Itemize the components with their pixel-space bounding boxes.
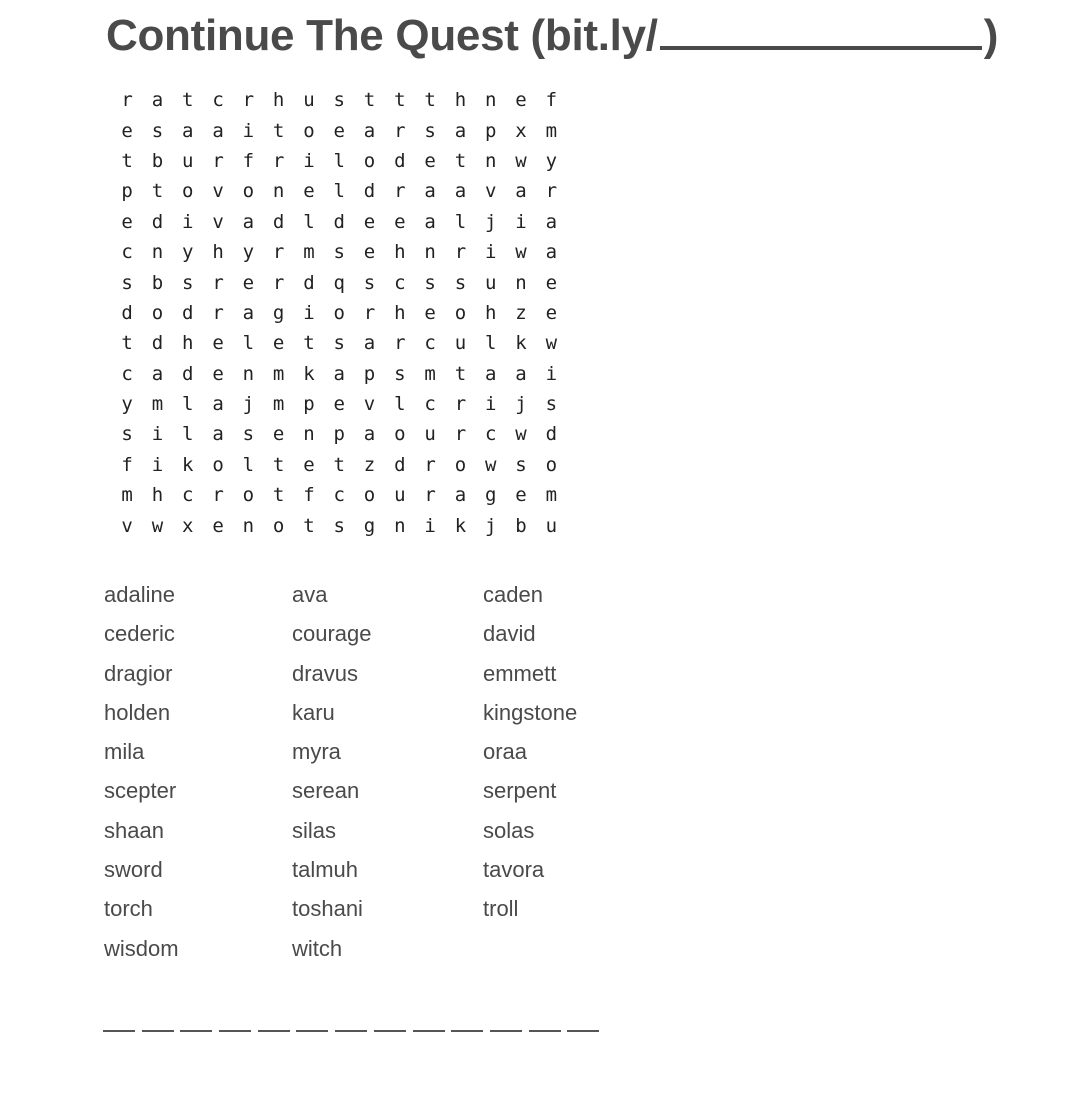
grid-letter[interactable]: t	[182, 89, 194, 112]
grid-letter[interactable]: a	[363, 332, 376, 355]
grid-letter[interactable]: i	[484, 241, 497, 264]
grid-letter[interactable]: p	[303, 393, 315, 416]
grid-letter[interactable]: a	[454, 180, 467, 203]
answer-blank[interactable]	[490, 1030, 522, 1032]
grid-letter[interactable]: i	[303, 149, 315, 172]
grid-letter[interactable]: a	[363, 119, 376, 142]
grid-letter[interactable]: e	[363, 210, 376, 233]
answer-blank[interactable]	[219, 1030, 251, 1032]
grid-letter[interactable]: s	[182, 271, 194, 294]
grid-letter[interactable]: p	[484, 119, 497, 142]
word-list	[104, 582, 683, 975]
grid-letter[interactable]: t	[151, 180, 164, 203]
answer-blank[interactable]	[296, 1030, 328, 1032]
grid-letter[interactable]: d	[182, 362, 194, 385]
grid-letter[interactable]: t	[272, 119, 285, 142]
grid-letter[interactable]: r	[212, 149, 224, 172]
url-blank	[660, 10, 982, 50]
grid-letter[interactable]: v	[212, 180, 224, 203]
grid-letter[interactable]: o	[454, 301, 467, 324]
grid-letter[interactable]: o	[182, 180, 194, 203]
grid-row	[112, 176, 566, 206]
grid-letter[interactable]: e	[121, 119, 133, 142]
grid-letter[interactable]: a	[363, 423, 376, 446]
word-list-item: karu	[292, 699, 335, 725]
grid-letter[interactable]: y	[545, 149, 558, 172]
grid-letter[interactable]: r	[454, 393, 467, 416]
word-list-item: serpent	[483, 778, 557, 804]
grid-letter[interactable]: o	[303, 119, 315, 142]
grid-letter[interactable]: h	[182, 332, 194, 355]
grid-letter[interactable]: x	[515, 119, 527, 142]
word-search-grid	[112, 85, 566, 541]
grid-letter[interactable]: u	[394, 484, 406, 507]
word-list-item: david	[483, 621, 536, 647]
word-list-item: silas	[292, 817, 337, 843]
grid-letter[interactable]: m	[151, 393, 164, 416]
grid-letter[interactable]: n	[484, 149, 497, 172]
grid-letter[interactable]: l	[333, 180, 345, 203]
word-list-item: cederic	[104, 621, 175, 647]
grid-letter[interactable]: t	[121, 149, 133, 172]
grid-letter[interactable]: f	[121, 453, 133, 476]
grid-letter[interactable]: h	[454, 89, 467, 112]
grid-letter[interactable]: s	[242, 423, 255, 446]
grid-letter[interactable]: n	[151, 241, 164, 264]
grid-letter[interactable]: n	[424, 241, 436, 264]
grid-letter[interactable]: a	[212, 119, 224, 142]
word-list-item: scepter	[104, 778, 177, 804]
grid-letter[interactable]: k	[454, 514, 467, 537]
grid-letter[interactable]: t	[424, 89, 436, 112]
grid-letter[interactable]: i	[484, 393, 497, 416]
grid-letter[interactable]: r	[363, 301, 376, 324]
grid-letter[interactable]: s	[545, 393, 558, 416]
grid-letter[interactable]: a	[545, 210, 558, 233]
grid-letter[interactable]: e	[333, 119, 345, 142]
grid-letter[interactable]: t	[121, 332, 133, 355]
grid-letter[interactable]: e	[303, 180, 315, 203]
grid-letter[interactable]: s	[333, 514, 345, 537]
grid-letter[interactable]: e	[212, 332, 224, 355]
grid-letter[interactable]: e	[121, 210, 133, 233]
grid-row	[112, 267, 566, 297]
grid-letter[interactable]: p	[333, 423, 345, 446]
grid-letter[interactable]: s	[151, 119, 164, 142]
grid-letter[interactable]: y	[242, 241, 255, 264]
word-list-item: dragior	[104, 660, 173, 686]
grid-letter[interactable]: r	[272, 149, 285, 172]
grid-letter[interactable]: p	[363, 362, 376, 385]
grid-letter[interactable]: o	[363, 484, 376, 507]
grid-row	[112, 419, 566, 449]
grid-letter[interactable]: o	[333, 301, 345, 324]
grid-letter[interactable]: l	[303, 210, 315, 233]
grid-letter[interactable]: o	[212, 453, 224, 476]
grid-letter[interactable]: d	[545, 423, 558, 446]
grid-row	[112, 146, 566, 176]
word-list-item: emmett	[483, 660, 557, 686]
grid-letter[interactable]: r	[454, 423, 467, 446]
grid-letter[interactable]: m	[424, 362, 436, 385]
grid-letter[interactable]: c	[212, 89, 224, 112]
answer-blanks	[103, 1030, 606, 1032]
grid-letter[interactable]: s	[424, 119, 436, 142]
grid-letter[interactable]: e	[515, 484, 527, 507]
word-list-item: wisdom	[104, 935, 179, 961]
grid-letter[interactable]: j	[484, 210, 497, 233]
grid-letter[interactable]: o	[151, 301, 164, 324]
grid-letter[interactable]: o	[545, 453, 558, 476]
answer-blank[interactable]	[103, 1030, 135, 1032]
grid-letter[interactable]: e	[545, 271, 558, 294]
grid-letter[interactable]: s	[121, 271, 133, 294]
grid-letter[interactable]: f	[545, 89, 558, 112]
grid-letter[interactable]: o	[242, 484, 255, 507]
grid-letter[interactable]: m	[272, 393, 285, 416]
grid-letter[interactable]: h	[272, 89, 285, 112]
grid-letter[interactable]: r	[424, 484, 436, 507]
grid-letter[interactable]: s	[424, 271, 436, 294]
grid-letter[interactable]: i	[151, 453, 164, 476]
title-suffix: )	[983, 11, 999, 60]
grid-letter[interactable]: c	[424, 393, 436, 416]
grid-letter[interactable]: c	[484, 423, 497, 446]
grid-letter[interactable]: e	[242, 271, 255, 294]
grid-letter[interactable]: e	[272, 423, 285, 446]
grid-row	[112, 510, 566, 540]
grid-letter[interactable]: t	[333, 453, 345, 476]
grid-letter[interactable]: f	[303, 484, 315, 507]
word-list-item: torch	[104, 896, 153, 922]
answer-blank[interactable]	[335, 1030, 367, 1032]
grid-letter[interactable]: a	[424, 210, 436, 233]
grid-letter[interactable]: l	[333, 149, 345, 172]
answer-blank[interactable]	[142, 1030, 174, 1032]
grid-row	[112, 480, 566, 510]
answer-blank[interactable]	[258, 1030, 290, 1032]
word-list-item: sword	[104, 857, 163, 883]
grid-letter[interactable]: r	[212, 271, 224, 294]
grid-letter[interactable]: a	[151, 362, 164, 385]
grid-letter[interactable]: k	[515, 332, 527, 355]
grid-letter[interactable]: g	[363, 514, 376, 537]
grid-letter[interactable]: l	[182, 393, 194, 416]
grid-letter[interactable]: n	[484, 89, 497, 112]
grid-letter[interactable]: a	[454, 484, 467, 507]
grid-letter[interactable]: t	[363, 89, 376, 112]
grid-letter[interactable]: e	[303, 453, 315, 476]
grid-letter[interactable]: l	[454, 210, 467, 233]
grid-letter[interactable]: e	[394, 210, 406, 233]
grid-letter[interactable]: m	[121, 484, 133, 507]
grid-letter[interactable]: a	[242, 210, 255, 233]
grid-row	[112, 328, 566, 358]
grid-letter[interactable]: s	[333, 332, 345, 355]
grid-letter[interactable]: m	[545, 119, 558, 142]
answer-blank[interactable]	[374, 1030, 406, 1032]
grid-letter[interactable]: r	[394, 119, 406, 142]
grid-letter[interactable]: r	[394, 180, 406, 203]
grid-letter[interactable]: c	[424, 332, 436, 355]
grid-letter[interactable]: u	[454, 332, 467, 355]
grid-letter[interactable]: a	[242, 301, 255, 324]
grid-letter[interactable]: k	[182, 453, 194, 476]
word-list-item: myra	[292, 739, 341, 765]
grid-letter[interactable]: a	[424, 180, 436, 203]
grid-row	[112, 450, 566, 480]
grid-row	[112, 207, 566, 237]
grid-letter[interactable]: x	[182, 514, 194, 537]
grid-letter[interactable]: v	[484, 180, 497, 203]
grid-letter[interactable]: r	[424, 453, 436, 476]
answer-blank[interactable]	[529, 1030, 561, 1032]
grid-letter[interactable]: a	[454, 119, 467, 142]
grid-letter[interactable]: s	[121, 423, 133, 446]
grid-letter[interactable]: u	[424, 423, 436, 446]
answer-blank[interactable]	[413, 1030, 445, 1032]
grid-letter[interactable]: t	[454, 149, 467, 172]
word-list-item: toshani	[292, 896, 363, 922]
word-list-item: troll	[483, 896, 519, 922]
grid-letter[interactable]: c	[121, 241, 133, 264]
grid-letter[interactable]: v	[121, 514, 133, 537]
grid-letter[interactable]: l	[242, 332, 255, 355]
grid-letter[interactable]: r	[394, 332, 406, 355]
word-list-item: caden	[483, 582, 543, 607]
grid-letter[interactable]: b	[151, 149, 164, 172]
grid-letter[interactable]: t	[394, 89, 406, 112]
grid-letter[interactable]: a	[182, 119, 194, 142]
word-list-item: holden	[104, 699, 171, 725]
grid-letter[interactable]: h	[484, 301, 497, 324]
grid-letter[interactable]: a	[212, 423, 224, 446]
grid-letter[interactable]: h	[394, 241, 406, 264]
grid-letter[interactable]: d	[303, 271, 315, 294]
grid-letter[interactable]: w	[515, 241, 527, 264]
answer-blank[interactable]	[180, 1030, 212, 1032]
grid-letter[interactable]: g	[272, 301, 285, 324]
word-list-item: shaan	[104, 817, 164, 843]
word-list-item: adaline	[104, 582, 175, 607]
grid-letter[interactable]: y	[121, 393, 133, 416]
grid-letter[interactable]: a	[515, 180, 527, 203]
grid-letter[interactable]: t	[272, 484, 285, 507]
grid-letter[interactable]: k	[303, 362, 315, 385]
grid-letter[interactable]: l	[394, 393, 406, 416]
grid-letter[interactable]: p	[121, 180, 133, 203]
grid-letter[interactable]: m	[545, 484, 558, 507]
grid-letter[interactable]: l	[242, 453, 255, 476]
grid-letter[interactable]: t	[454, 362, 467, 385]
grid-letter[interactable]: t	[303, 332, 315, 355]
grid-letter[interactable]: r	[212, 484, 224, 507]
grid-letter[interactable]: m	[303, 241, 315, 264]
grid-letter[interactable]: w	[515, 149, 527, 172]
grid-letter[interactable]: j	[242, 393, 255, 416]
answer-blank[interactable]	[567, 1030, 599, 1032]
grid-letter[interactable]: i	[151, 423, 164, 446]
grid-letter[interactable]: a	[151, 89, 164, 112]
word-list-item: talmuh	[292, 857, 359, 883]
grid-letter[interactable]: n	[515, 271, 527, 294]
answer-blank[interactable]	[451, 1030, 483, 1032]
grid-letter[interactable]: c	[333, 484, 345, 507]
grid-letter[interactable]: n	[303, 423, 315, 446]
grid-letter[interactable]: d	[121, 301, 133, 324]
grid-letter[interactable]: a	[333, 362, 345, 385]
grid-letter[interactable]: s	[363, 271, 376, 294]
grid-letter[interactable]: i	[545, 362, 558, 385]
grid-letter[interactable]: q	[333, 271, 345, 294]
grid-letter[interactable]: n	[272, 180, 285, 203]
grid-letter[interactable]: e	[515, 89, 527, 112]
grid-letter[interactable]: s	[515, 453, 527, 476]
grid-letter[interactable]: w	[484, 453, 497, 476]
grid-letter[interactable]: t	[272, 453, 285, 476]
grid-letter[interactable]: s	[333, 89, 345, 112]
grid-letter[interactable]: o	[242, 180, 255, 203]
grid-letter[interactable]: l	[182, 423, 194, 446]
grid-letter[interactable]: i	[303, 301, 315, 324]
grid-letter[interactable]: n	[242, 362, 255, 385]
grid-letter[interactable]: w	[151, 514, 164, 537]
grid-letter[interactable]: o	[454, 453, 467, 476]
title-prefix: Continue The Quest (bit.ly/	[106, 11, 658, 60]
grid-letter[interactable]: e	[363, 241, 376, 264]
grid-letter[interactable]: w	[515, 423, 527, 446]
grid-letter[interactable]: r	[272, 241, 285, 264]
word-list-item: dravus	[292, 660, 359, 686]
grid-letter[interactable]: b	[151, 271, 164, 294]
grid-letter[interactable]: r	[454, 241, 467, 264]
grid-row	[112, 115, 566, 145]
grid-letter[interactable]: e	[424, 149, 436, 172]
grid-letter[interactable]: j	[515, 393, 527, 416]
grid-letter[interactable]: u	[303, 89, 315, 112]
grid-letter[interactable]: r	[272, 271, 285, 294]
grid-letter[interactable]: s	[394, 362, 406, 385]
word-list-item: solas	[483, 817, 535, 843]
grid-letter[interactable]: i	[242, 119, 255, 142]
grid-letter[interactable]: l	[484, 332, 497, 355]
grid-letter[interactable]: a	[515, 362, 527, 385]
grid-letter[interactable]: d	[182, 301, 194, 324]
word-list-item: courage	[292, 621, 372, 647]
grid-letter[interactable]: u	[484, 271, 497, 294]
grid-letter[interactable]: f	[242, 149, 255, 172]
grid-letter[interactable]: e	[212, 362, 224, 385]
grid-letter[interactable]: h	[212, 241, 224, 264]
grid-letter[interactable]: r	[545, 180, 558, 203]
grid-letter[interactable]: o	[272, 514, 285, 537]
grid-letter[interactable]: e	[545, 301, 558, 324]
grid-letter[interactable]: d	[272, 210, 285, 233]
grid-row	[112, 389, 566, 419]
grid-letter[interactable]: u	[545, 514, 558, 537]
grid-letter[interactable]: d	[151, 332, 164, 355]
grid-letter[interactable]: i	[424, 514, 436, 537]
grid-letter[interactable]: h	[151, 484, 164, 507]
grid-letter[interactable]: c	[182, 484, 194, 507]
word-list-item: serean	[292, 778, 360, 804]
grid-row	[112, 298, 566, 328]
word-list-item: witch	[292, 935, 343, 961]
grid-row	[112, 85, 566, 115]
grid-letter[interactable]: j	[484, 514, 497, 537]
word-list-item: oraa	[483, 739, 528, 765]
grid-letter[interactable]: e	[333, 393, 345, 416]
word-list-item: tavora	[483, 857, 545, 883]
grid-letter[interactable]: g	[484, 484, 497, 507]
grid-letter[interactable]: r	[121, 89, 133, 112]
grid-letter[interactable]: y	[182, 241, 194, 264]
grid-letter[interactable]: m	[272, 362, 285, 385]
grid-letter[interactable]: d	[394, 453, 406, 476]
grid-letter[interactable]: d	[333, 210, 345, 233]
grid-letter[interactable]: a	[484, 362, 497, 385]
word-list-item: mila	[104, 739, 145, 765]
grid-row	[112, 237, 566, 267]
grid-letter[interactable]: z	[363, 453, 376, 476]
grid-letter[interactable]: r	[212, 301, 224, 324]
grid-letter[interactable]: n	[242, 514, 255, 537]
grid-letter[interactable]: e	[212, 514, 224, 537]
grid-letter[interactable]: d	[363, 180, 376, 203]
grid-letter[interactable]: o	[394, 423, 406, 446]
grid-row	[112, 359, 566, 389]
grid-letter[interactable]: n	[394, 514, 406, 537]
grid-letter[interactable]: b	[515, 514, 527, 537]
grid-letter[interactable]: d	[151, 210, 164, 233]
page-title	[106, 10, 998, 61]
grid-letter[interactable]: z	[515, 301, 527, 324]
grid-letter[interactable]: v	[212, 210, 224, 233]
grid-letter[interactable]: e	[424, 301, 436, 324]
grid-letter[interactable]: i	[182, 210, 194, 233]
grid-letter[interactable]: d	[394, 149, 406, 172]
grid-letter[interactable]: i	[515, 210, 527, 233]
grid-letter[interactable]: a	[545, 241, 558, 264]
grid-letter[interactable]: s	[333, 241, 345, 264]
grid-letter[interactable]: w	[545, 332, 558, 355]
grid-letter[interactable]: o	[363, 149, 376, 172]
word-list-item: ava	[292, 582, 328, 607]
grid-letter[interactable]: v	[363, 393, 376, 416]
grid-letter[interactable]: r	[242, 89, 255, 112]
word-list-item: kingstone	[483, 699, 578, 725]
grid-letter[interactable]: h	[394, 301, 406, 324]
grid-letter[interactable]: e	[272, 332, 285, 355]
grid-letter[interactable]: c	[121, 362, 133, 385]
grid-letter[interactable]: u	[182, 149, 194, 172]
grid-letter[interactable]: a	[212, 393, 224, 416]
grid-letter[interactable]: c	[394, 271, 406, 294]
grid-letter[interactable]: t	[303, 514, 315, 537]
grid-letter[interactable]: s	[454, 271, 467, 294]
